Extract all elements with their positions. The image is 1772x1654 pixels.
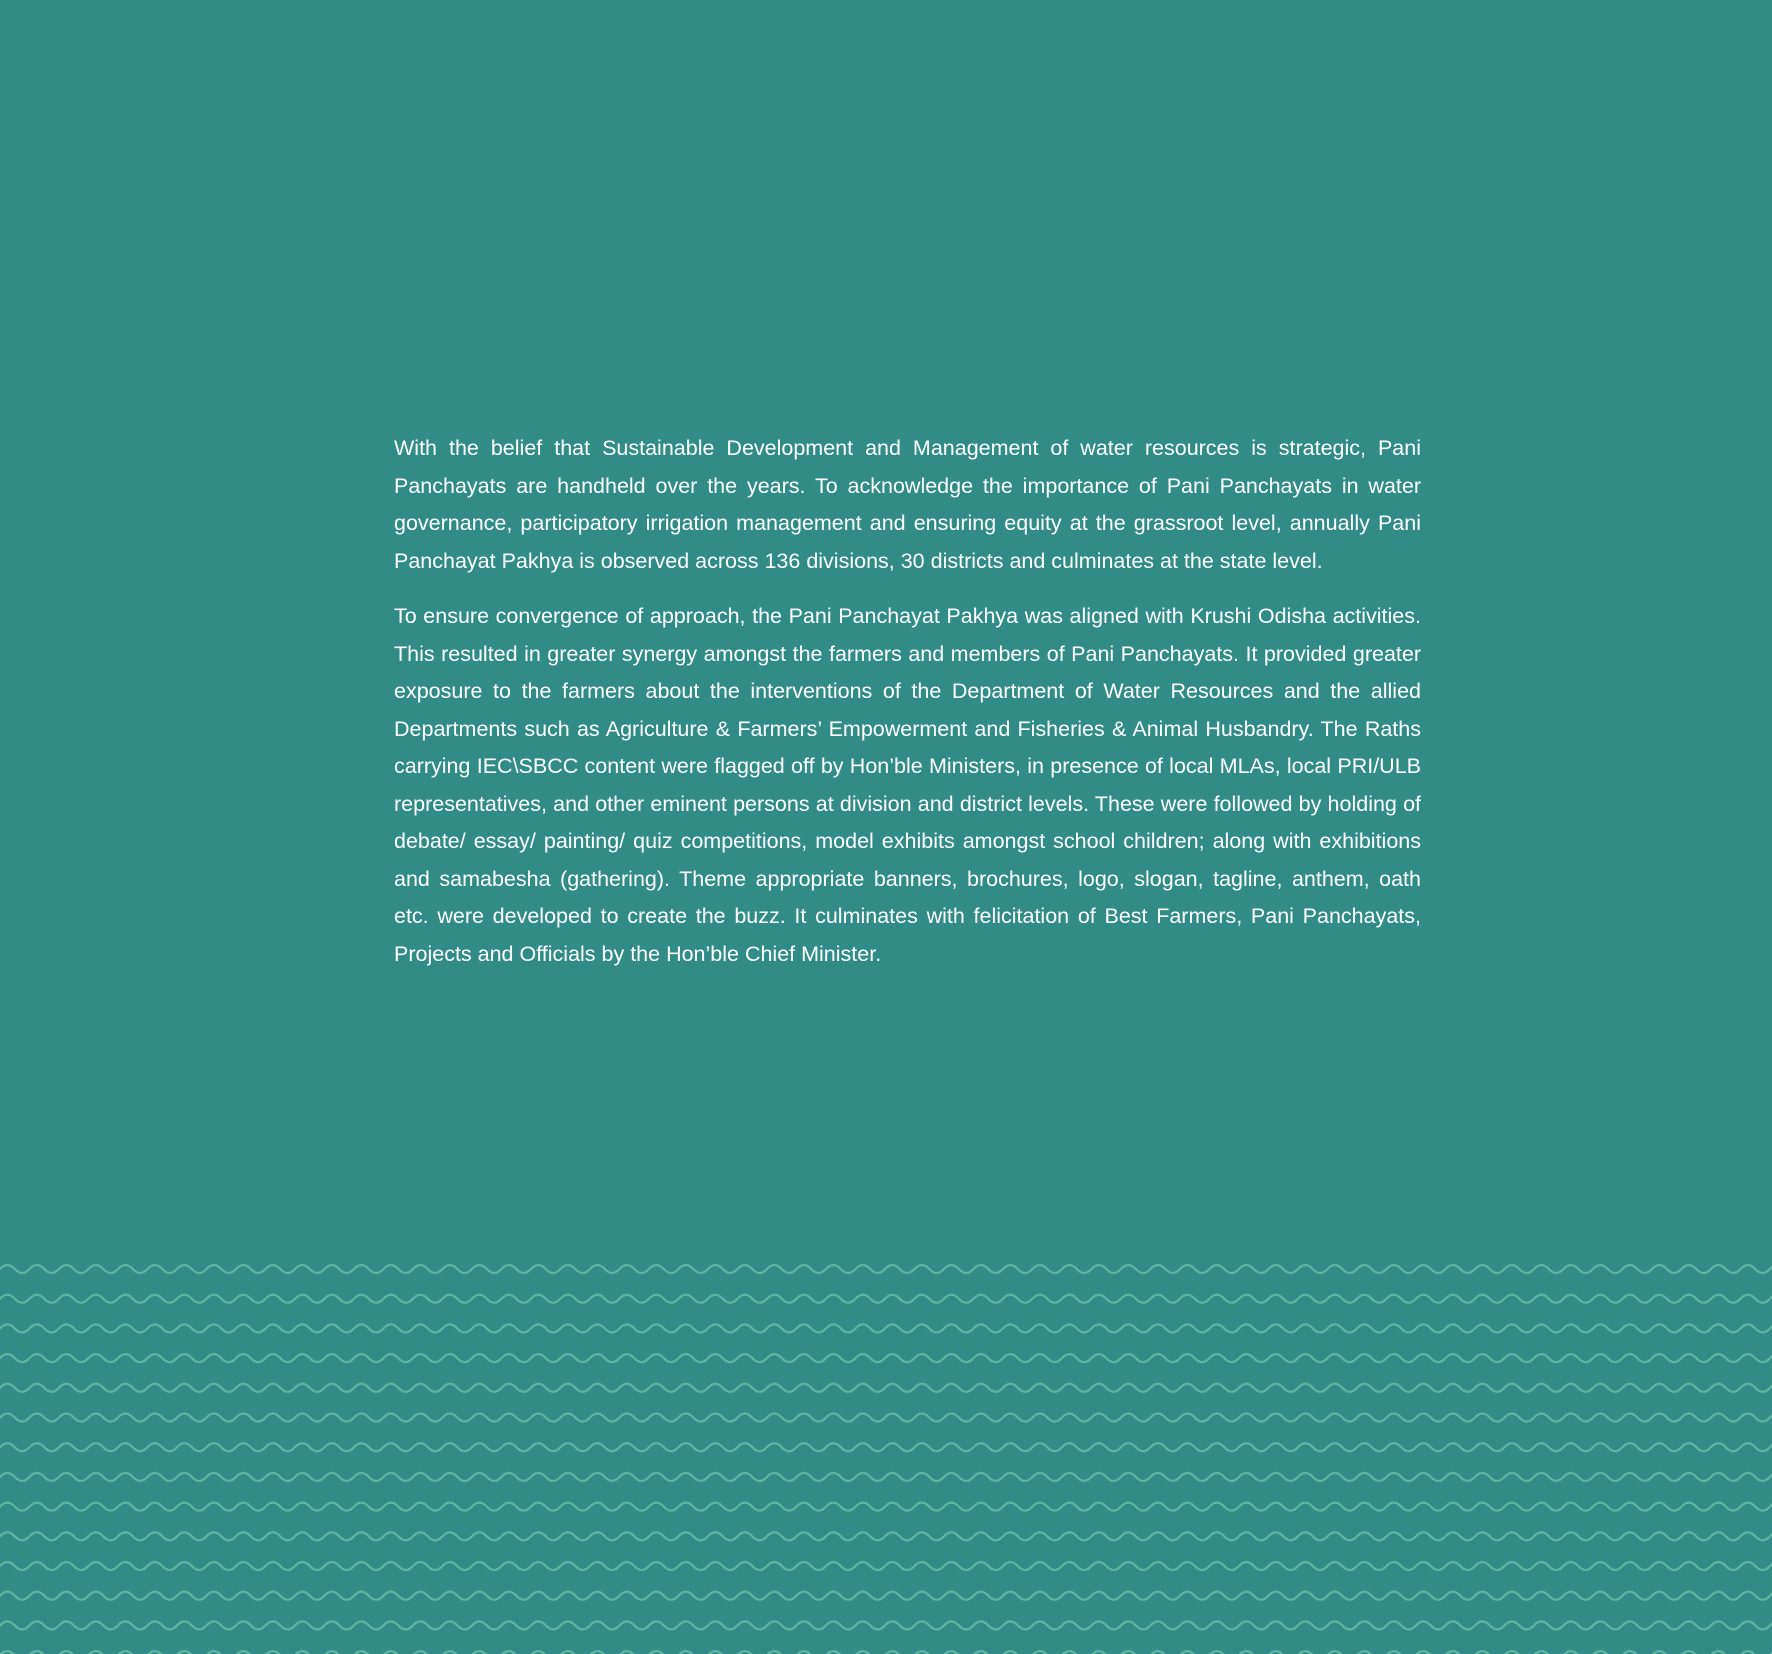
paragraph-2: To ensure convergence of approach, the Pani Panchayat Pakhya was aligned with Krushi Odisha activities. This resulted in greater synergy amongst the farmers and members of Pani Panchayats. It provided greater exposure to the farmers about the interventions of the Department of Water Resources and the allied Departments such as Agriculture & Farmers’ Empowerment and Fisheries & Animal Husbandry. The Raths carrying IEC\SBCC content were flagged off by Hon’ble Ministers, in presence of local MLAs, local PRI/ULB representatives, and other eminent persons at division and district levels. These were followed by holding of debate/ essay/ painting/ quiz competitions, model exhibits amongst school children; along with exhibitions and samabesha (gathering). Theme appropriate banners, brochures, logo, slogan, tagline, anthem, oath etc. were developed to create the buzz. It culminates with felicitation of Best Farmers, Pani Panchayats, Projects and Officials by the Hon’ble Chief Minister. (394, 604, 1421, 966)
body-text (394, 430, 1421, 991)
wave-pattern (0, 1255, 1772, 1654)
paragraph-1: With the belief that Sustainable Development and Management of water resources is strategic, Pani Panchayats are handheld over the years. To acknowledge the importance of Pani Panchayats in water governance, participatory irrigation management and ensuring equity at the grassroot level, annually Pani Panchayat Pakhya is observed across 136 divisions, 30 districts and culminates at the state level. (394, 436, 1421, 573)
